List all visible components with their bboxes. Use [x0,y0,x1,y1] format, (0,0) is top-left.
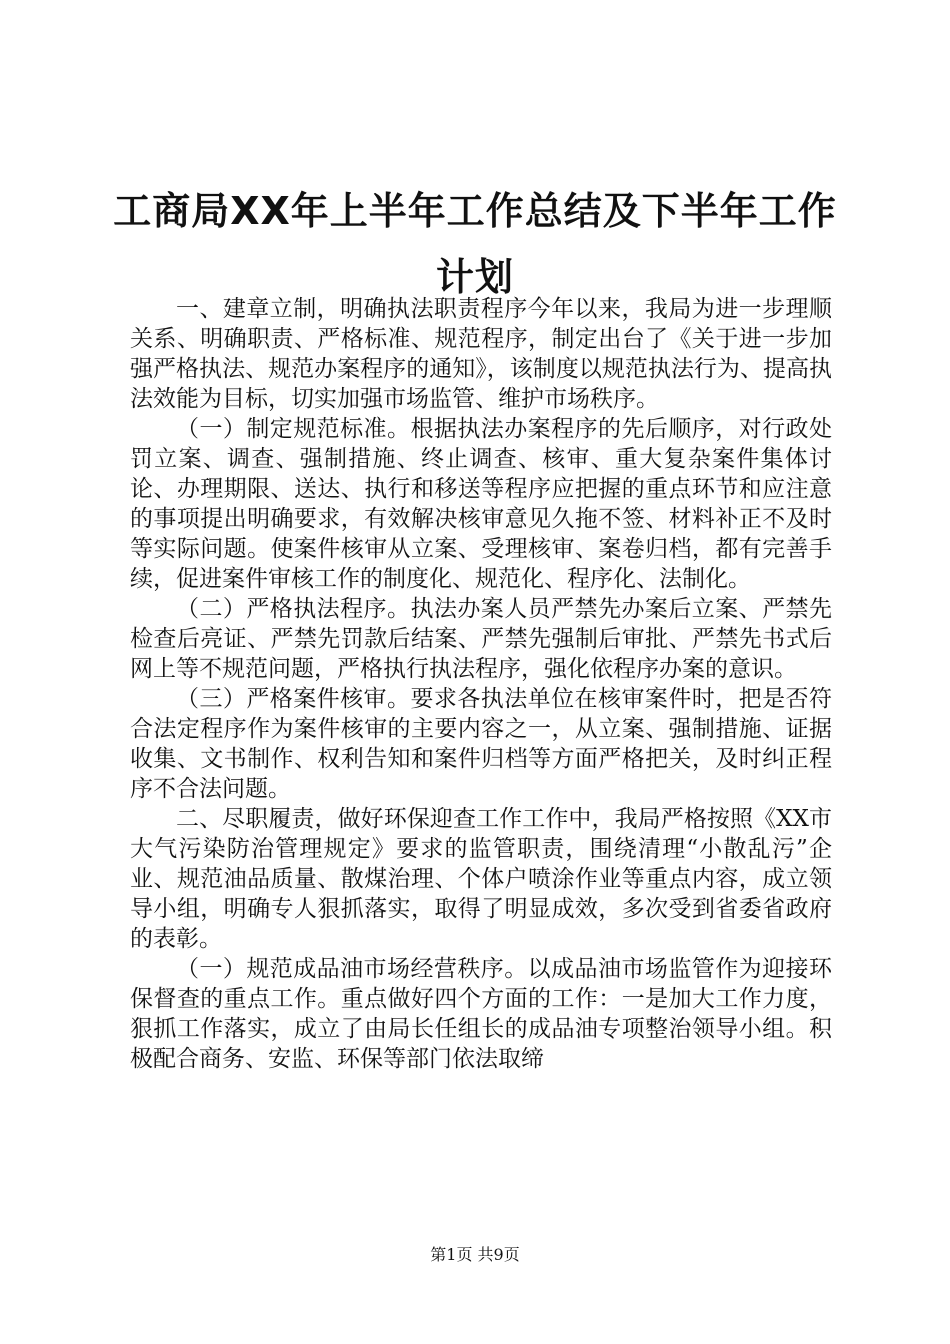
document-title: 工商局XX年上半年工作总结及下半年工作计划 [113,189,837,299]
paragraph: （三）严格案件核审。要求各执法单位在核审案件时，把是否符合法定程序作为案件核审的主要内容之一，从立案、强制措施、证据收集、文书制作、权利告知和案件归档等方面严格把关，及时纠正程序不合法问题。 [130,686,832,802]
paragraph: 一、建章立制，明确执法职责程序今年以来，我局为进一步理顺关系、明确职责、严格标准、规范程序，制定出台了《关于进一步加强严格执法、规范办案程序的通知》，该制度以规范执法行为、提高执法效能为目标，切实加强市场监管、维护市场秩序。 [130,296,832,412]
paragraph: 二、尽职履责，做好环保迎查工作工作中，我局严格按照《XX市大气污染防治管理规定》要求的监管职责，围绕清理“小散乱污”企业、规范油品质量、散煤治理、个体户喷涂作业等重点内容，成立领导小组，明确专人狠抓落实，取得了明显成效，多次受到省委省政府的表彰。 [130,806,832,952]
document-body [130,294,832,1074]
page-number-footer: 第1页 共9页 [430,1245,520,1264]
paragraph: （二）严格执法程序。执法办案人员严禁先办案后立案、严禁先检查后亮证、严禁先罚款后结案、严禁先强制后审批、严禁先书式后网上等不规范问题，严格执行执法程序，强化依程序办案的意识。 [130,596,832,682]
paragraph: （一）制定规范标准。根据执法办案程序的先后顺序，对行政处罚立案、调查、强制措施、终止调查、核审、重大复杂案件集体讨论、办理期限、送达、执行和移送等程序应把握的重点环节和应注意的事项提出明确要求，有效解决核审意见久拖不签、材料补正不及时等实际问题。使案件核审从立案、受理核审、案卷归档，都有完善手续，促进案件审核工作的制度化、规范化、程序化、法制化。 [130,416,832,592]
paragraph: （一）规范成品油市场经营秩序。以成品油市场监管作为迎接环保督查的重点工作。重点做好四个方面的工作：一是加大工作力度，狠抓工作落实，成立了由局长任组长的成品油专项整治领导小组。积极配合商务、安监、环保等部门依法取缔 [130,956,832,1072]
